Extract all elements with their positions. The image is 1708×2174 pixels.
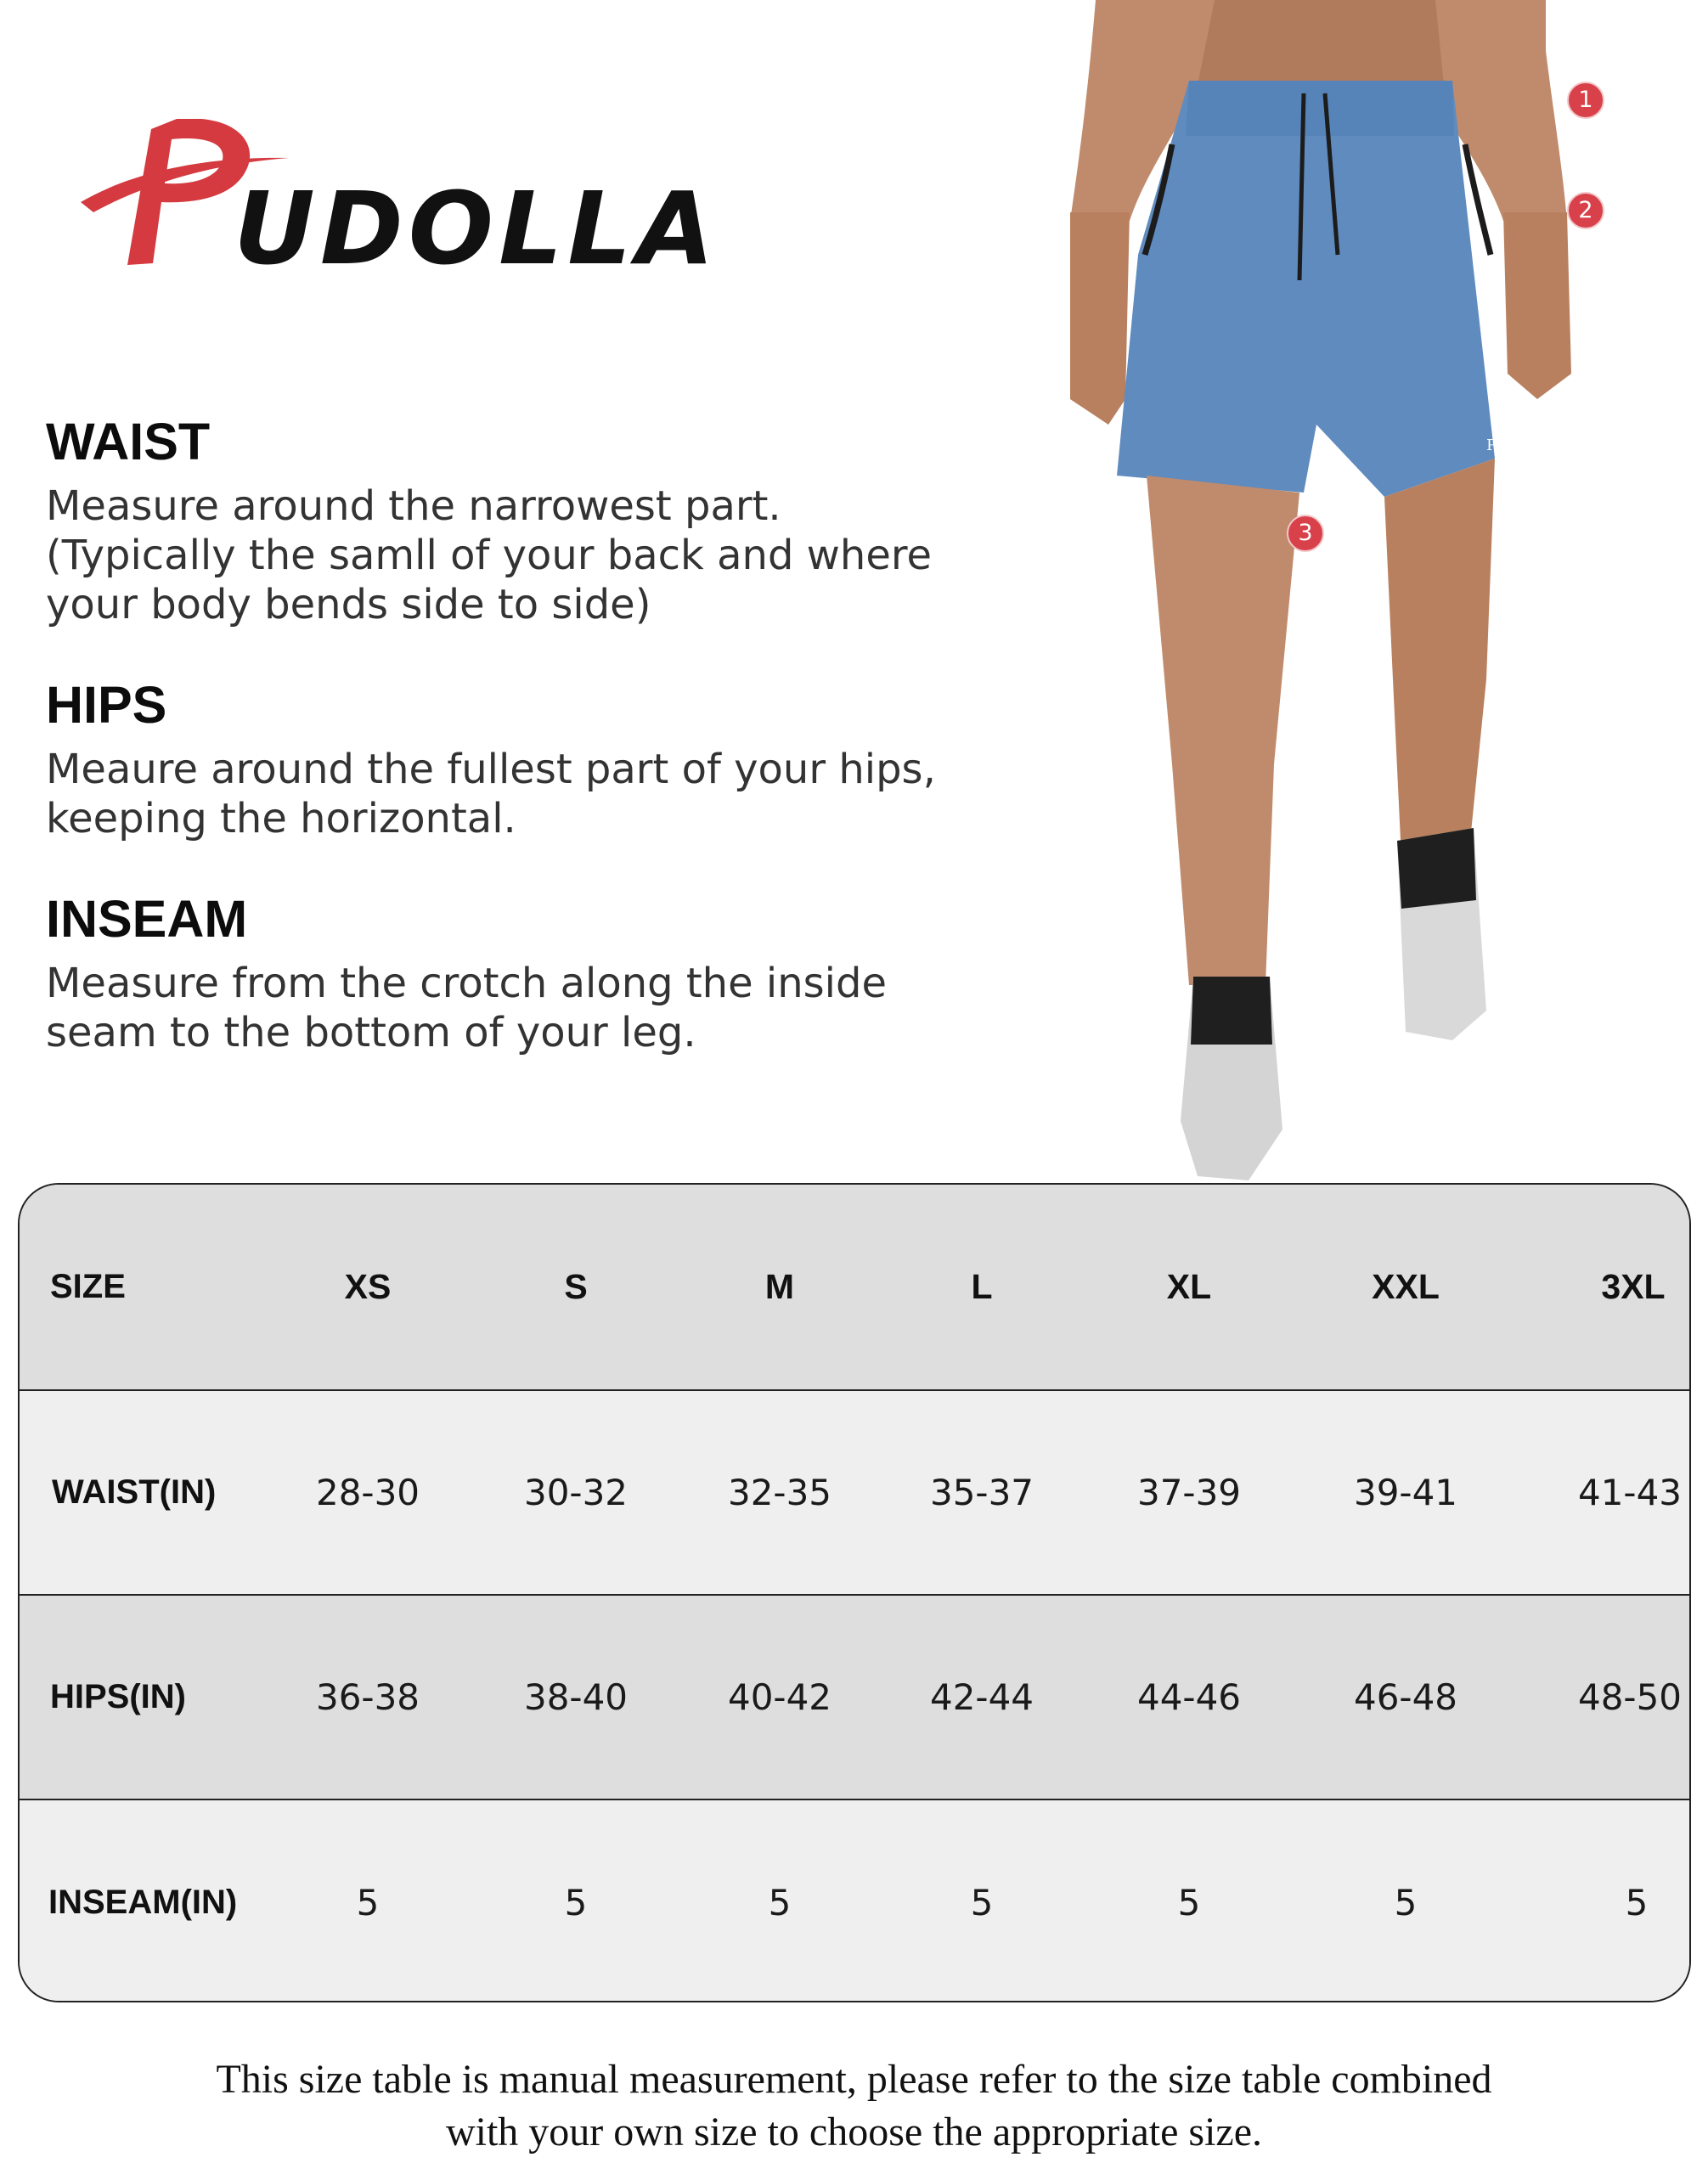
row-label-hips: HIPS(IN) (50, 1678, 186, 1715)
header-cell-m: M (764, 1267, 795, 1306)
table-row-waist (20, 1389, 1689, 1594)
inseam-guide (46, 890, 946, 1057)
brand-wordmark: UDOLLA (234, 170, 719, 287)
hips-text: Meaure around the fullest part of your hips, keeping the horizontal. (46, 746, 936, 842)
table-cell: 30-32 (523, 1472, 629, 1513)
table-cell: 35-37 (929, 1472, 1034, 1513)
size-note-line-2: with your own size to choose the appropriate size. (445, 2109, 1263, 2154)
table-cell: 46-48 (1353, 1676, 1458, 1718)
table-cell: 44-46 (1136, 1676, 1242, 1718)
table-cell: 5 (356, 1881, 380, 1923)
marker-3-icon: 3 (1287, 515, 1324, 552)
header-cell-xl: XL (1166, 1267, 1212, 1306)
table-cell: 5 (1177, 1881, 1201, 1923)
table-cell: 37-39 (1136, 1472, 1242, 1513)
marker-1-icon: 1 (1567, 82, 1604, 119)
table-row-inseam (20, 1799, 1689, 2002)
waist-title: WAIST (46, 413, 211, 470)
header-cell-3xl: 3XL (1601, 1267, 1666, 1306)
inseam-text: Measure from the crotch along the inside seam to the bottom of your leg. (46, 960, 887, 1056)
size-note (0, 2053, 1708, 2159)
table-cell: 48-50 (1577, 1676, 1683, 1718)
model-photo (1045, 0, 1593, 1180)
header-cell-xs: XS (344, 1267, 392, 1306)
hips-guide (46, 676, 946, 843)
size-table (18, 1183, 1691, 2002)
header-cell-l: L (971, 1267, 993, 1306)
table-cell: 39-41 (1353, 1472, 1458, 1513)
table-cell: 32-35 (727, 1472, 832, 1513)
table-cell: 5 (970, 1881, 994, 1923)
waist-guide (46, 413, 946, 629)
header-cell-s: S (564, 1267, 588, 1306)
header-cell-size: SIZE (50, 1268, 126, 1305)
svg-text:Pudolla: Pudolla (1486, 436, 1545, 454)
inseam-title: INSEAM (46, 890, 248, 948)
table-row-hips (20, 1594, 1689, 1799)
table-cell: 41-43 (1577, 1472, 1683, 1513)
table-cell: 5 (564, 1881, 588, 1923)
table-header-row (20, 1185, 1689, 1389)
table-cell: 5 (1394, 1881, 1418, 1923)
marker-2-icon: 2 (1567, 192, 1604, 229)
table-cell: 5 (768, 1881, 792, 1923)
table-cell: 36-38 (315, 1676, 420, 1718)
table-cell: 42-44 (929, 1676, 1034, 1718)
header-cell-xxl: XXL (1372, 1267, 1440, 1306)
table-cell: 5 (1625, 1881, 1649, 1923)
row-label-inseam: INSEAM(IN) (48, 1883, 238, 1921)
table-cell: 28-30 (315, 1472, 420, 1513)
brand-logo (76, 119, 719, 289)
size-note-line-1: This size table is manual measurement, please refer to the size table combined (216, 2057, 1492, 2102)
hips-title: HIPS (46, 676, 167, 734)
waist-text: Measure around the narrowest part. (Typically the samll of your back and where your body bends side to side) (46, 482, 933, 628)
row-label-waist: WAIST(IN) (52, 1473, 217, 1511)
table-cell: 40-42 (727, 1676, 832, 1718)
model-figure-icon (1045, 0, 1588, 1180)
table-cell: 38-40 (523, 1676, 629, 1718)
